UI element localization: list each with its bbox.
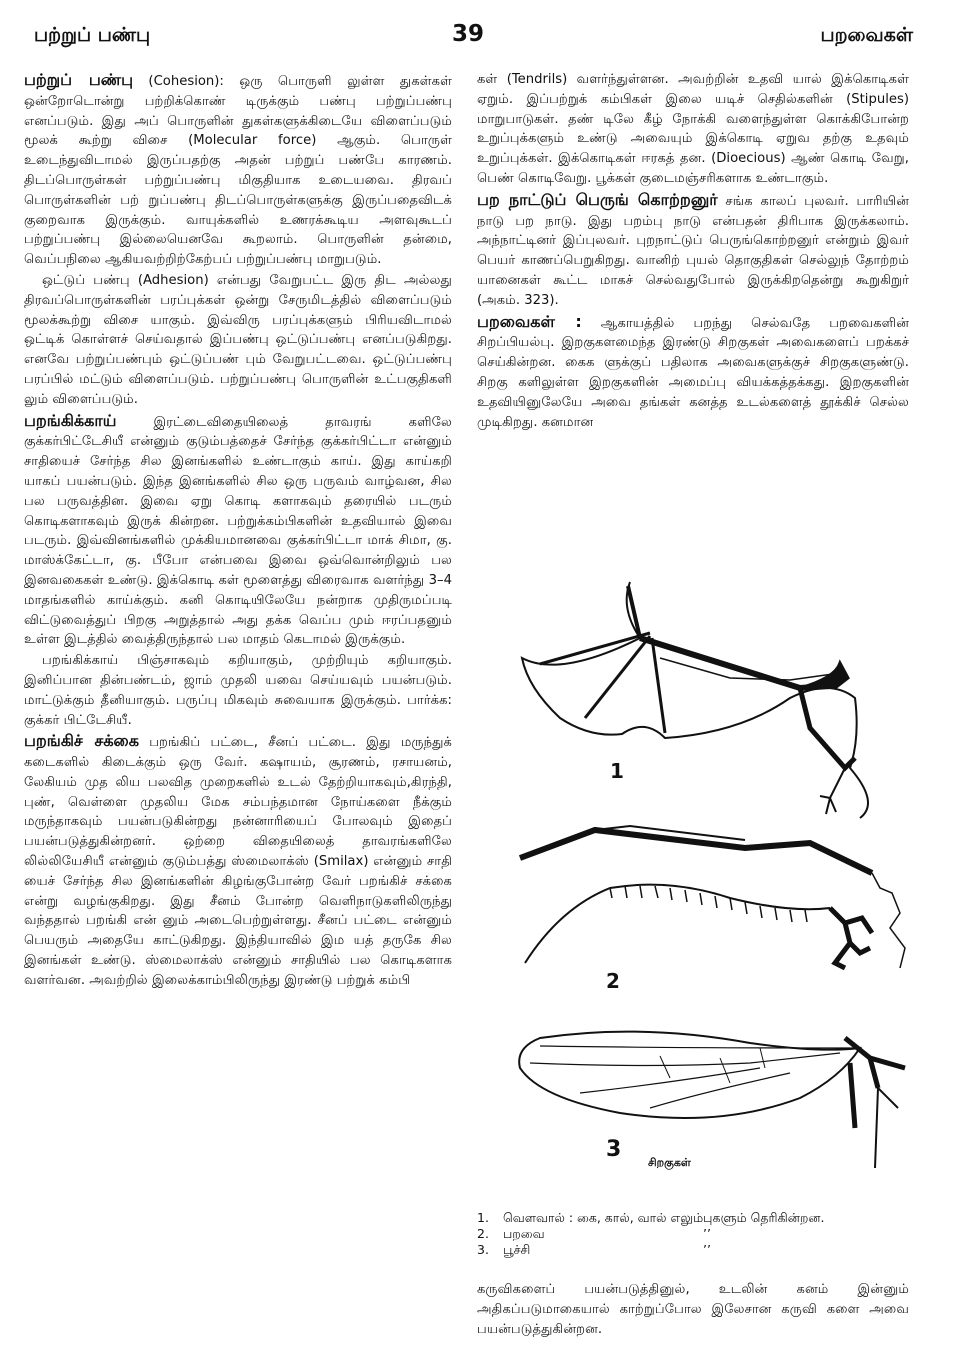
- figure-legend: [477, 1210, 917, 1258]
- entry-heading: பற நாட்டுப் பெருங் கொற்றனுர்: [477, 189, 718, 209]
- entry-heading: பறங்கிச் சக்கை: [24, 731, 139, 751]
- entry-pumpkin-uses: [24, 651, 452, 730]
- entry-body: சங்க காலப் புலவர். பாரியின் நாடு பற நாடு. இது பறம்பு நாடு என்பதன் திரிபாக இருக்கலாம். அந்நாட்டினர் இப்புலவர். புறநாட்டுப் பெருங்கொற்றனுர் என்றும் இவர் பெயர் காணப்பெறுகிறது. வானிற் புயல் தொகுதிகள் செல்லுந் தோற்றம் யானைகள் கூட்ட மாகச் செல்வதுபோல் இருக்கிறதென்று கூறுகிறுர் (அகம். 323).: [477, 193, 910, 308]
- legend-label: வௌவால் :: [503, 1210, 574, 1225]
- entry-heading: பறவைகள் :: [477, 311, 582, 331]
- legend-label: பூச்சி: [503, 1242, 531, 1257]
- entry-body: ஆகாயத்தில் பறந்து செல்வதே பறவைகளின் சிறப்பியல்பு. இறகுகளமைந்த இரண்டு சிறகுகள் அவைகளைப் பறக்கச் செய்கின்றன. கைக ளுக்குப் பதிலாக அவைகளுக்குச் சிறகுகளுண்டு. சிறகு களிலுள்ள இறகுகளின் அமைப்பு வியக்கத்தக்கது. இறகுகளின் உதவியினுலேயே அவை தங்கள் கனத்த உடல்களைத் தூக்கிச் செல்ல முடிகிறது. கனமான: [477, 315, 909, 430]
- right-column: [477, 70, 909, 433]
- bat-wing-drawing: [522, 582, 868, 818]
- bird-wing-drawing: [520, 826, 905, 968]
- wings-figure: [500, 568, 920, 1184]
- running-header-right: பறவைகள்: [820, 24, 913, 46]
- legend-label: பறவை: [503, 1226, 545, 1241]
- legend-number: 2.: [477, 1226, 489, 1241]
- legend-row: [477, 1210, 917, 1226]
- entry-heading: பற்றுப் பண்பு: [24, 70, 134, 89]
- entry-body: பறங்கிக்காய் பிஞ்சாகவும் கறியாகும், முற்றியும் கறியாகும். இனிப்பான தின்பண்டம், ஜாம் முதலி யவை செய்யவும் பயன்படும். மாட்டுக்கும் தீனியாகும். பருப்பு மிகவும் சுவையாக இருக்கும். பார்க்க: குக்கர் பிட்டேசியீ.: [24, 653, 452, 728]
- entry-birds: [477, 312, 909, 433]
- entry-body: ஒட்டுப் பண்பு (Adhesion) என்பது வேறுபட்ட இரு திட அல்லது திரவப்பொருள்களின் பரப்புக்கள் ஒன்று சேருமிடத்தில் விளைப்படும் மூலக்கூற்று விசை யாகும். இவ்விரு பரப்புக்களும் பிரியவிடாமல் ஒட்டிக் கொள்ளச் செய்வதால் இப்பண்பு ஒட்டுப்பண்பு எனப்படுகிறது. எனவே பற்றுப்பண்பும் ஒட்டுப்பண் பும் வேறுபட்டவை. ஒட்டுப்பண்பு பரப்பில் மட்டும் விளைப்படும். பற்றுப்பண்பு பொருளின் உட்பகுதிகளி லும் விளைப்படும்.: [24, 272, 452, 407]
- legend-ditto: ’’: [703, 1226, 711, 1241]
- entry-heading: பறங்கிக்காய்: [24, 410, 117, 430]
- running-header-left: பற்றுப் பண்பு: [34, 24, 151, 46]
- entry-adhesion: [24, 271, 452, 410]
- entry-smilax: [24, 731, 452, 990]
- insect-wing-drawing: [519, 1032, 905, 1168]
- figure-label-2: 2: [606, 969, 620, 993]
- legend-number: 1.: [477, 1210, 489, 1225]
- entry-cohesion: [24, 70, 452, 270]
- page-number: 39: [452, 21, 485, 47]
- entry-poet: [477, 190, 909, 311]
- legend-row: [477, 1226, 917, 1242]
- legend-number: 3.: [477, 1242, 489, 1257]
- figure-label-1: 1: [610, 759, 624, 783]
- figure-caption: சிறகுகள்: [648, 1156, 691, 1169]
- entry-body: இரட்டைவிதையிலைத் தாவரங் களிலே குக்கர்பிட்டேசியீ என்னும் குடும்பத்தைச் சேர்ந்த குக்கர்பிட்டா என்னும் சாதியைச் சேர்ந்த சில இனங்களில் உண்டாகும் காய். இது காய்கறி யாகப் பயன்படும். இந்த இனங்களில் சில ஒரு பருவம் வாழ்வன, சில பல பருவத்தின. இவை ஏறு கொடி களாகவும் தரையில் படரும் கொடிகளாகவும் இருக் கின்றன. பற்றுக்கம்பிகளின் உதவியால் இவை படரும். இவ்வினங்களில் முக்கியமானவை குக்கர்பிட்டா மாக் சிமா, கு. மாஸ்க்கேட்டா, கு. பீபோ என்பவை இவை ஒவ்வொன்றிலும் பல இனவகைகள் உண்டு. இக்கொடி கள் மூளைத்து விரைவாக வளர்ந்து 3–4 மாதங்களில் காய்க்கும். கனி கொடியிலேயே நன்றாக முதிருமப்படி விட்டுவைத்துப் பிறகு அறுத்தால் அது தக்க வெப்ப மும் ஈரப்பதனும் உள்ள இடத்தில் வைத்திருந்தால் பல மாதம் கெடாமல் இருக்கும்.: [24, 414, 452, 648]
- legend-ditto: ’’: [703, 1242, 711, 1257]
- entry-smilax-cont: [477, 70, 909, 189]
- figure-label-3: 3: [606, 1137, 622, 1162]
- entry-body: பறங்கிப் பட்டை, சீனப் பட்டை. இது மருந்துக் கடைகளில் கிடைக்கும் ஒரு வேர். கஷாயம், சூரணம், ரசாயனம், லேகியம் முத லிய பலவித முறைகளில் உடல் தேற்றியாகவும்,கிரந்தி, புண், வெள்ளை முதலிய மேக சம்பந்தமான நோய்களை நீக்கும் மருந்தாகவும் பயன்படுகின்றது நன்னாரியைப் போலவும் இதைப் பயன்படுத்துகின்றனர். ஒற்றை விதையிலைத் தாவரங்களிலே லில்லியேசியீ என்னும் குடும்பத்து ஸ்மைலாக்ஸ் (Smilax) என்னும் சாதி யைச் சேர்ந்த சில இனங்களின் கிழங்குபோன்ற வேர் பறங்கிச் சக்கை என்று வழங்குகிறது. இது சீனம் போன்ற வெளிநாடுகளிலிருந்து வந்ததால் பறங்கி என் னும் அடைபெற்றுள்ளது. சீனப் பட்டை என்னும் பெயரும் அதையே காட்டுகிறது. இந்தியாவில் இம யத் தருகே சில இனங்கள் உண்டு. ஸ்மைலாக்ஸ் என்னும் சாதியில் பல கொடிகளாக வளர்வன. அவற்றில் இலைக்காம்பிலிருந்து இரண்டு பற்றுக் கம்பி: [24, 735, 452, 988]
- entry-body: கள் (Tendrils) வளர்ந்துள்ளன. அவற்றின் உதவி யால் இக்கொடிகள் ஏறும். இப்பற்றுக் கம்பிகள் இலை யடிச் செதில்களின் (Stipules) மாறுபாடுகள். தண் டிலே கீழ் நோக்கி வளைந்துள்ள கொக்கிபோன்ற உறுப்புக்களும் உண்டு அவையும் இக்கொடி ஏறுவ தற்கு உதவும் உறுப்புக்கள். இக்கொடிகள் ஈரகத் தன. (Dioecious) ஆண் கொடி வேறு, பெண் கொடிவேறு. பூக்கள் குடைமஞ்சரிகளாக உண்டாகும்.: [477, 72, 909, 186]
- entry-pumpkin: [24, 411, 452, 651]
- legend-row: [477, 1242, 917, 1258]
- entry-body: (Cohesion): ஒரு பொருளி லுள்ள துகள்கள் ஒன்றோடொன்று பற்றிக்கொண் டிருக்கும் பண்பு பற்றுப்பண்பு எனப்படும். இது அப் பொருளின் துகள்களுக்கிடையே விளைப்படும் மூலக் கூற்று விசை (Molecular force) ஆகும். பொருள் உடைந்துவிடாமல் இருப்பதற்கு அதன் பற்றுப் பண்பே காரணம். திடப்பொருள்கள் பற்றுப்பண்பு மிகுதியாக உடையவை. திரவப் பொருள்களின் பற் றுப்பண்பு திடப்பொருள்களுக்கு இருப்பதைவிடக் குறைவாக இருக்கும். வாயுக்களில் உணரக்கூடிய அளவுகூடப் பற்றுப்பண்பு இல்லையெனவே கூறலாம். பொருளின் தன்மை, வெப்பநிலை ஆகியவற்றிற்கேற்பப் பற்றுப்பண்பு மாறுபடும்.: [24, 74, 452, 268]
- legend-description: கை, கால், வால் எலும்புகளும் தெரிகின்றன.: [577, 1210, 825, 1225]
- paragraph-after-figure: கருவிகளைப் பயன்படுத்தினுல், உடலின் கனம் இன்னும் அதிகப்படுமாகையால் காற்றுப்போல இலேசான கருவி களை அவை பயன்படுத்துகின்றன.: [477, 1282, 909, 1337]
- left-column: [24, 70, 452, 992]
- wings-illustration: [500, 568, 920, 1184]
